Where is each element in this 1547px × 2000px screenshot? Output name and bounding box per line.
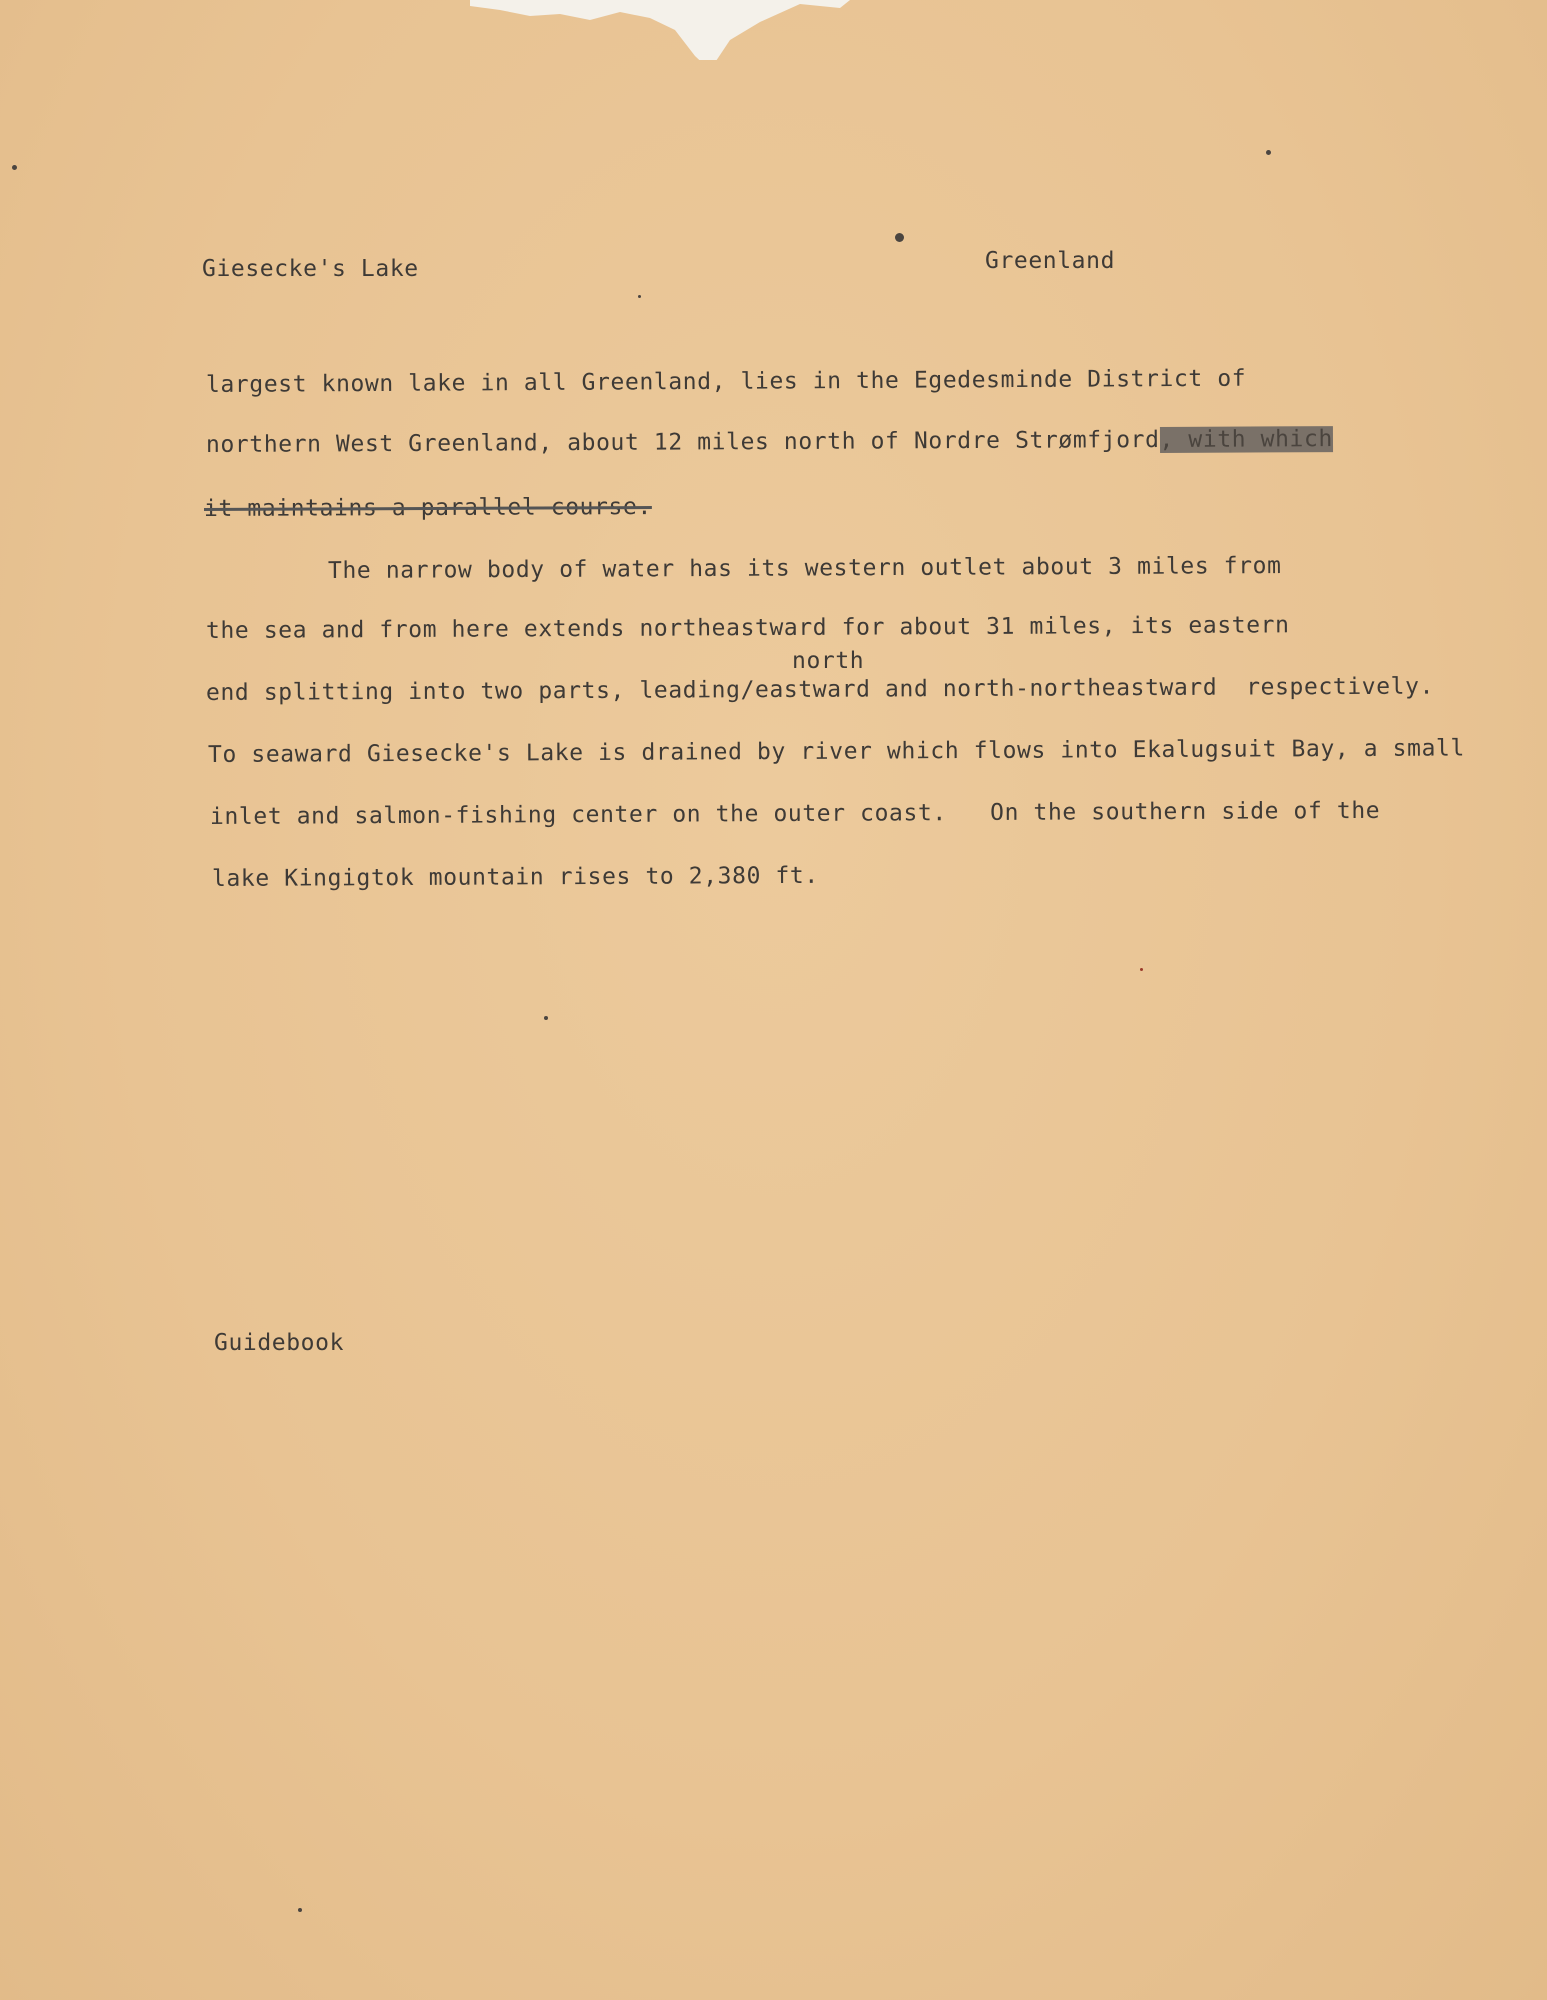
- ink-speck: [1140, 968, 1143, 971]
- header-region: Greenland: [985, 248, 1116, 274]
- body-line-2: [206, 426, 1333, 458]
- body-line-8: inlet and salmon-fishing center on the outer coast. On the southern side of the: [209, 797, 1381, 830]
- body-line-9: lake Kingigtok mountain rises to 2,380 ft.: [211, 862, 819, 892]
- ink-speck: [638, 295, 641, 298]
- ink-speck: [12, 165, 17, 170]
- body-line-6: end splitting into two parts, leading/eastward and north-northeastward respectively.: [205, 673, 1435, 706]
- ink-speck: [298, 1908, 302, 1912]
- body-line-7: To seaward Giesecke's Lake is drained by river which flows into Ekalugsuit Bay, a small: [207, 735, 1465, 768]
- body-line-1: largest known lake in all Greenland, lies in the Egedesminde District of: [205, 365, 1247, 398]
- ink-speck: [544, 1016, 548, 1020]
- ink-speck: [895, 233, 904, 242]
- torn-edge: [470, 0, 850, 60]
- body-line-5: the sea and from here extends northeastward for about 31 miles, its eastern: [205, 612, 1290, 644]
- header-title: Giesecke's Lake: [202, 256, 419, 282]
- footer-source: Guidebook: [214, 1330, 345, 1356]
- struck-text: , with which: [1159, 426, 1333, 454]
- body-line-4: The narrow body of water has its western outlet about 3 miles from: [327, 553, 1282, 584]
- ink-speck: [1266, 150, 1271, 155]
- body-line-3-struck: it maintains a parallel course.: [203, 494, 652, 522]
- body-line-2-text: northern West Greenland, about 12 miles north of Nordre Strømfjord: [205, 427, 1160, 458]
- insertion-north: north: [792, 648, 865, 674]
